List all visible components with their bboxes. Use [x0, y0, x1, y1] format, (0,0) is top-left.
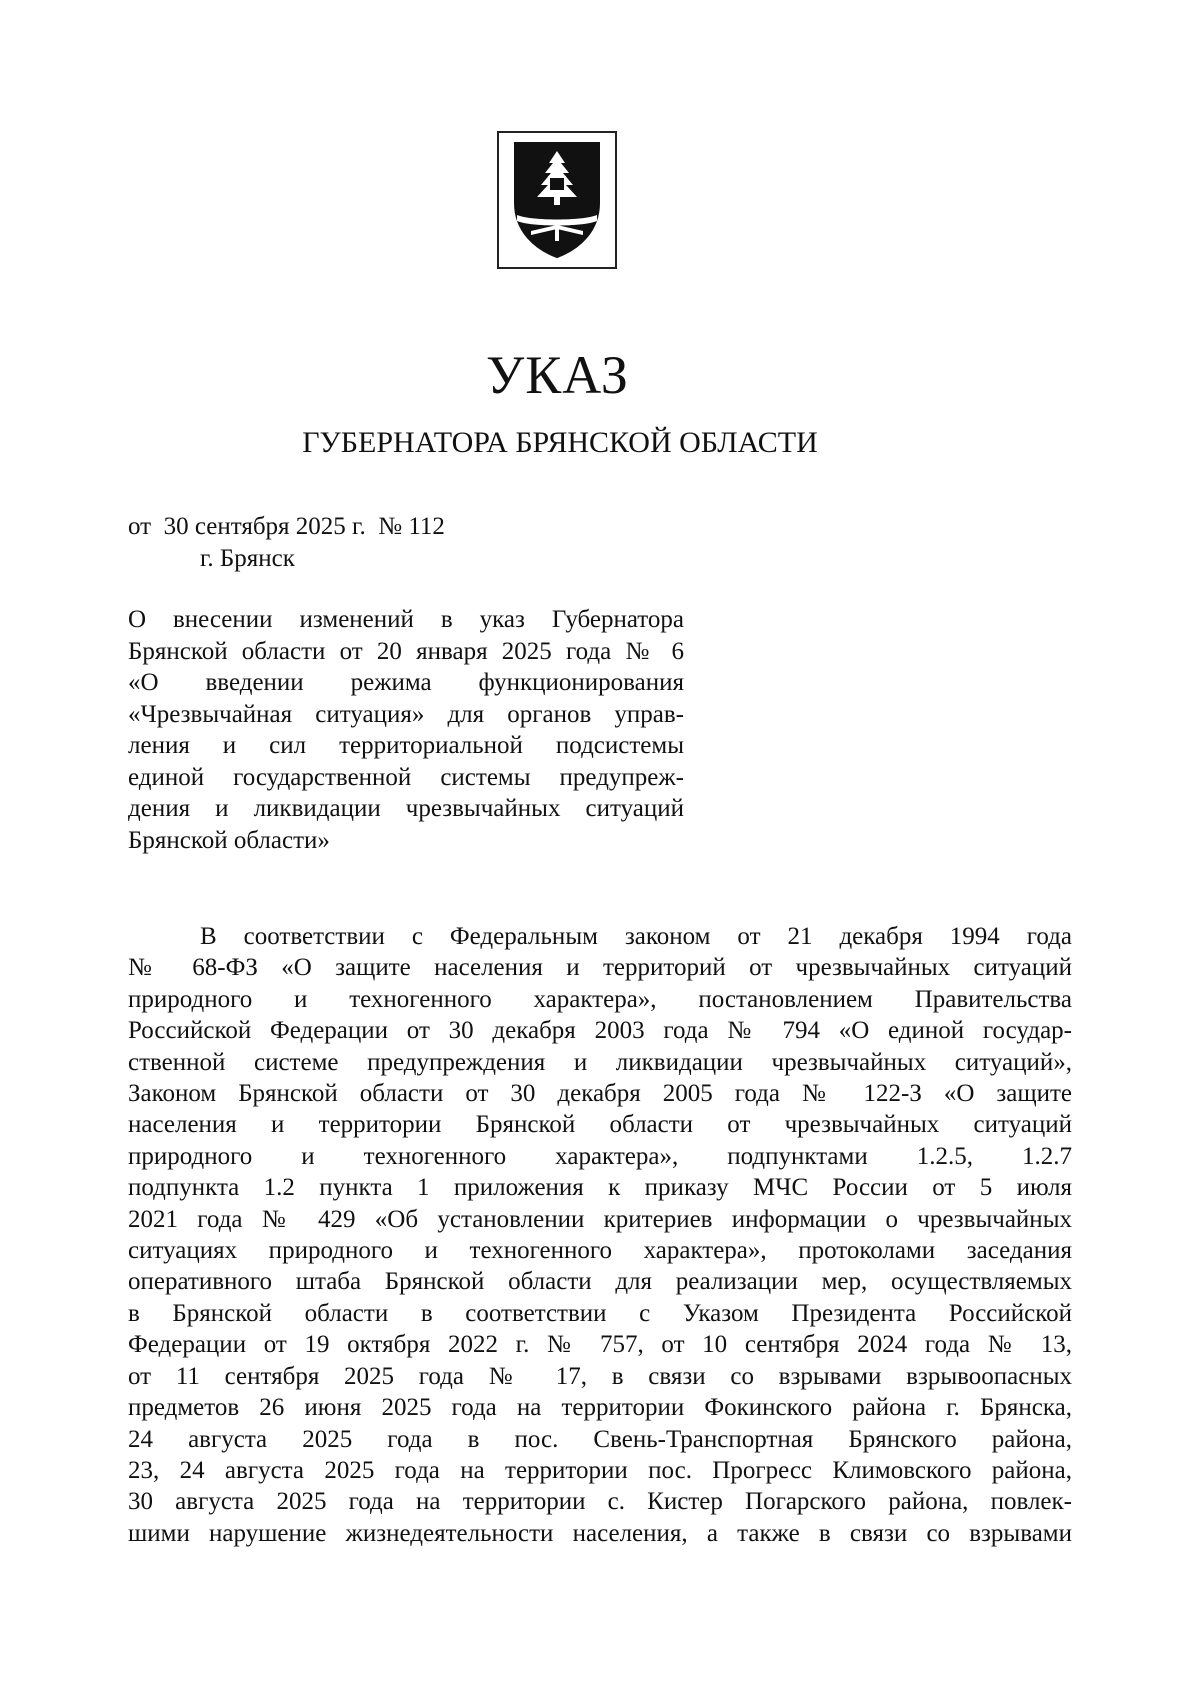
subject-line: ления и сил территориальной подсистемы [128, 732, 684, 759]
body-line: 2021 года № 429 «Об установлении критериев информации о чрезвычайных [128, 1205, 1072, 1233]
body-line: в Брянской области в соответствии с Указом Президента Российской [128, 1299, 1072, 1327]
body-line: № 68-ФЗ «О защите населения и территорий от чрезвычайных ситуаций [128, 954, 1072, 982]
body-line: ственной системе предупреждения и ликвидации чрезвычайных ситуаций», [128, 1048, 1072, 1076]
subject-line: Брянской области» [128, 826, 330, 854]
document-subject [128, 604, 684, 856]
subject-line: Брянской области от 20 января 2025 года № 6 [128, 637, 684, 665]
body-line: 30 августа 2025 года на территории с. Кистер Погарского района, повлек- [128, 1488, 1072, 1516]
body-line: 24 августа 2025 года в пос. Свень-Транспортная Брянского района, [128, 1425, 1072, 1453]
document-city: г. Брянск [200, 545, 295, 572]
subject-line: единой государственной системы предупреж- [128, 763, 684, 791]
body-line: Законом Брянской области от 30 декабря 2005 года № 122-З «О защите [128, 1080, 1072, 1108]
body-line: Российской Федерации от 30 декабря 2003 года № 794 «О единой государ- [128, 1017, 1072, 1045]
body-line: населения и территории Брянской области от чрезвычайных ситуаций [128, 1111, 1072, 1139]
document-subtitle: ГУБЕРНАТОРА БРЯНСКОЙ ОБЛАСТИ [302, 426, 818, 459]
body-line: природного и техногенного характера», подпунктами 1.2.5, 1.2.7 [128, 1142, 1072, 1170]
document-title: УКАЗ [486, 345, 629, 405]
body-line: от 11 сентября 2025 года № 17, в связи со взрывами взрывоопасных [128, 1362, 1072, 1390]
body-line: природного и техногенного характера», постановлением Правительства [128, 985, 1072, 1013]
subject-line: О внесении изменений в указ Губернатора [128, 606, 684, 633]
body-line: оперативного штаба Брянской области для реализации мер, осуществляемых [128, 1268, 1072, 1296]
subject-line: «О введении режима функционирования [128, 669, 684, 696]
body-line: предметов 26 июня 2025 года на территории Фокинского района г. Брянска, [128, 1394, 1072, 1422]
subject-line: дения и ликвидации чрезвычайных ситуаций [128, 795, 684, 822]
document-body [128, 921, 1072, 1549]
body-line: ситуациях природного и техногенного характера», протоколами заседания [128, 1237, 1072, 1265]
coat-of-arms-frame [497, 131, 617, 269]
body-line: 23, 24 августа 2025 года на территории пос. Прогресс Климовского района, [128, 1456, 1072, 1484]
body-line: подпункта 1.2 пункта 1 приложения к приказу МЧС России от 5 июля [128, 1174, 1072, 1202]
body-line: В соответствии с Федеральным законом от 21 декабря 1994 года [200, 923, 1072, 950]
body-line: Федерации от 19 октября 2022 г. № 757, от 10 сентября 2024 года № 13, [128, 1331, 1072, 1359]
subject-line: «Чрезвычайная ситуация» для органов управ- [128, 700, 684, 728]
coat-of-arms-icon [511, 141, 603, 259]
body-line: шими нарушение жизнедеятельности населения, а также в связи со взрывами [128, 1519, 1072, 1547]
document-date-number: от 30 сентября 2025 г. № 112 [128, 513, 445, 540]
